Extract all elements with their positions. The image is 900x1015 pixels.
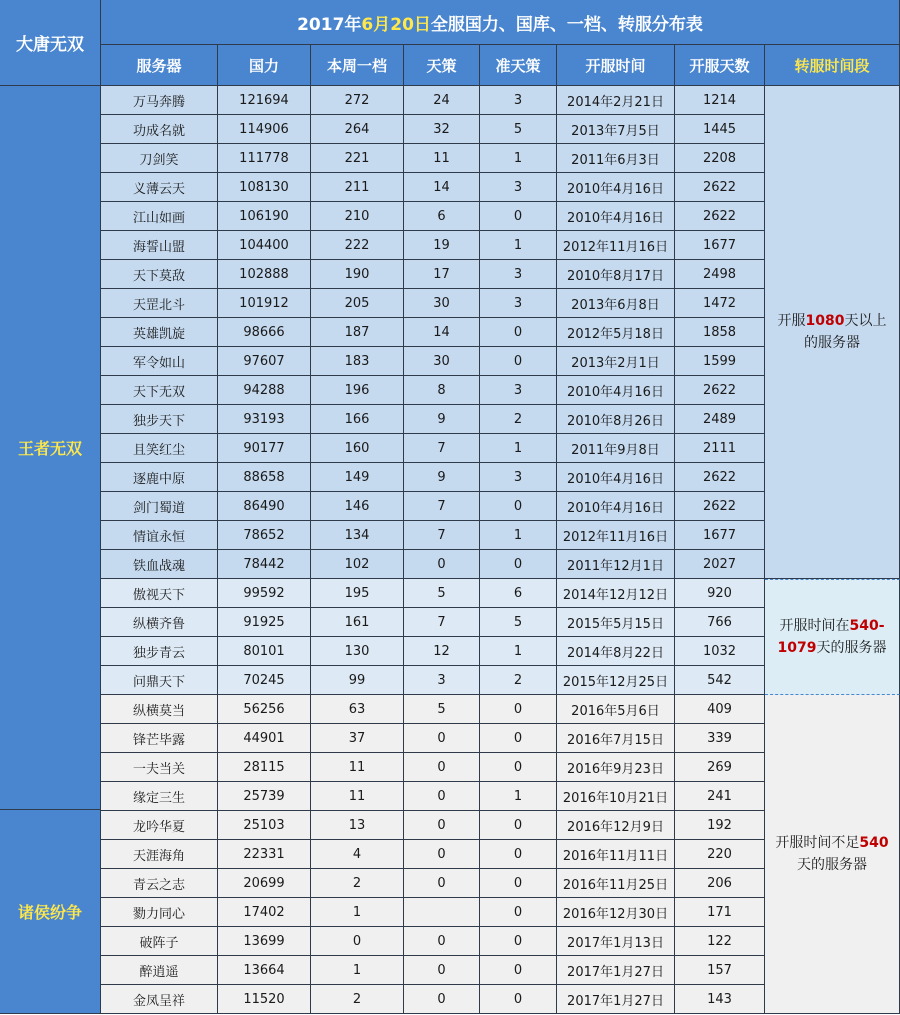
cell-quasi-tiance: 1 [480,521,557,550]
cell-power: 28115 [218,753,311,782]
cell-tiance: 8 [404,376,480,405]
cell-open-days: 2027 [675,550,765,579]
table-title [101,0,900,45]
cell-weekly-first: 11 [311,753,404,782]
cell-open-days: 1472 [675,289,765,318]
cell-server: 醉逍遥 [101,956,218,985]
cell-open-days: 2622 [675,202,765,231]
cell-quasi-tiance: 1 [480,782,557,811]
cell-open-date: 2010年4月16日 [557,492,675,521]
cell-quasi-tiance: 3 [480,289,557,318]
cell-power: 25739 [218,782,311,811]
cell-open-days: 192 [675,811,765,840]
note-text: 开服时间在 [779,618,850,634]
cell-server: 锋芒毕露 [101,724,218,753]
cell-quasi-tiance: 0 [480,985,557,1014]
cell-open-days: 2622 [675,492,765,521]
transfer-note-text [771,310,893,354]
cell-server: 独步天下 [101,405,218,434]
cell-tiance: 5 [404,695,480,724]
title-prefix: 2017年 [297,14,362,35]
cell-weekly-first: 190 [311,260,404,289]
cell-weekly-first: 205 [311,289,404,318]
cell-open-date: 2011年6月3日 [557,144,675,173]
cell-open-days: 2208 [675,144,765,173]
note-text: 天的服务器 [816,640,887,656]
cell-open-days: 542 [675,666,765,695]
cell-server: 海誓山盟 [101,231,218,260]
cell-server: 天下无双 [101,376,218,405]
cell-tiance: 30 [404,289,480,318]
cell-weekly-first: 130 [311,637,404,666]
cell-open-days: 1032 [675,637,765,666]
note-highlight: 540 [859,835,889,851]
cell-open-days: 2498 [675,260,765,289]
cell-power: 108130 [218,173,311,202]
cell-open-days: 1858 [675,318,765,347]
cell-weekly-first: 264 [311,115,404,144]
transfer-note [765,695,900,1014]
cell-quasi-tiance: 5 [480,115,557,144]
cell-server: 天涯海角 [101,840,218,869]
cell-open-days: 269 [675,753,765,782]
cell-open-days: 2489 [675,405,765,434]
cell-weekly-first: 1 [311,898,404,927]
cell-server: 勠力同心 [101,898,218,927]
corner-label: 大唐无双 [0,0,101,86]
cell-quasi-tiance: 0 [480,492,557,521]
cell-open-date: 2012年11月16日 [557,521,675,550]
cell-server: 军令如山 [101,347,218,376]
cell-open-days: 766 [675,608,765,637]
cell-quasi-tiance: 0 [480,753,557,782]
cell-weekly-first: 11 [311,782,404,811]
note-text: 开服 [777,313,806,329]
cell-open-date: 2013年2月1日 [557,347,675,376]
cell-power: 11520 [218,985,311,1014]
cell-power: 97607 [218,347,311,376]
cell-quasi-tiance: 3 [480,173,557,202]
cell-server: 义薄云天 [101,173,218,202]
group-label-king: 王者无双 [0,86,101,810]
cell-power: 121694 [218,86,311,115]
cell-tiance: 14 [404,173,480,202]
cell-open-date: 2013年7月5日 [557,115,675,144]
cell-server: 一夫当关 [101,753,218,782]
cell-power: 98666 [218,318,311,347]
cell-server: 问鼎天下 [101,666,218,695]
cell-open-days: 122 [675,927,765,956]
cell-tiance: 0 [404,840,480,869]
cell-open-days: 220 [675,840,765,869]
cell-server: 天罡北斗 [101,289,218,318]
cell-weekly-first: 63 [311,695,404,724]
cell-tiance: 0 [404,811,480,840]
column-header: 国力 [218,45,311,86]
cell-tiance: 0 [404,753,480,782]
cell-quasi-tiance: 0 [480,927,557,956]
cell-open-days: 1677 [675,231,765,260]
cell-weekly-first: 210 [311,202,404,231]
cell-weekly-first: 0 [311,927,404,956]
cell-weekly-first: 166 [311,405,404,434]
cell-power: 102888 [218,260,311,289]
cell-tiance: 9 [404,463,480,492]
cell-open-date: 2015年5月15日 [557,608,675,637]
cell-quasi-tiance: 0 [480,724,557,753]
cell-quasi-tiance: 5 [480,608,557,637]
cell-weekly-first: 149 [311,463,404,492]
cell-tiance: 0 [404,550,480,579]
cell-quasi-tiance: 2 [480,666,557,695]
cell-quasi-tiance: 1 [480,434,557,463]
cell-open-date: 2010年8月17日 [557,260,675,289]
cell-quasi-tiance: 1 [480,231,557,260]
column-header: 开服时间 [557,45,675,86]
cell-open-date: 2010年4月16日 [557,376,675,405]
cell-power: 70245 [218,666,311,695]
cell-open-date: 2014年12月12日 [557,579,675,608]
cell-weekly-first: 134 [311,521,404,550]
cell-open-days: 143 [675,985,765,1014]
cell-quasi-tiance: 0 [480,318,557,347]
cell-power: 56256 [218,695,311,724]
cell-power: 90177 [218,434,311,463]
cell-server: 万马奔腾 [101,86,218,115]
cell-open-date: 2017年1月13日 [557,927,675,956]
cell-tiance: 7 [404,434,480,463]
transfer-note-text [771,615,893,659]
cell-power: 91925 [218,608,311,637]
cell-tiance: 0 [404,782,480,811]
cell-power: 88658 [218,463,311,492]
transfer-note-text [771,832,893,876]
cell-server: 纵横莫当 [101,695,218,724]
cell-open-date: 2014年8月22日 [557,637,675,666]
cell-open-date: 2012年5月18日 [557,318,675,347]
cell-tiance: 32 [404,115,480,144]
cell-weekly-first: 221 [311,144,404,173]
cell-tiance: 12 [404,637,480,666]
title-suffix: 全服国力、国库、一档、转服分布表 [430,14,703,35]
cell-tiance [404,898,480,927]
cell-open-days: 1445 [675,115,765,144]
cell-server: 缘定三生 [101,782,218,811]
cell-server: 青云之志 [101,869,218,898]
column-header: 本周一档 [311,45,404,86]
cell-open-date: 2010年4月16日 [557,173,675,202]
cell-power: 17402 [218,898,311,927]
cell-open-days: 409 [675,695,765,724]
cell-tiance: 11 [404,144,480,173]
cell-power: 25103 [218,811,311,840]
cell-tiance: 7 [404,521,480,550]
cell-quasi-tiance: 0 [480,869,557,898]
cell-quasi-tiance: 6 [480,579,557,608]
cell-tiance: 19 [404,231,480,260]
cell-weekly-first: 146 [311,492,404,521]
cell-tiance: 0 [404,927,480,956]
cell-server: 英雄凯旋 [101,318,218,347]
cell-power: 86490 [218,492,311,521]
column-header: 天策 [404,45,480,86]
cell-tiance: 5 [404,579,480,608]
cell-server: 情谊永恒 [101,521,218,550]
cell-server: 傲视天下 [101,579,218,608]
cell-tiance: 7 [404,492,480,521]
cell-quasi-tiance: 0 [480,840,557,869]
column-header: 服务器 [101,45,218,86]
note-text: 开服时间不足 [775,835,860,851]
cell-open-days: 171 [675,898,765,927]
cell-open-date: 2016年12月9日 [557,811,675,840]
cell-weekly-first: 2 [311,869,404,898]
cell-tiance: 0 [404,956,480,985]
cell-weekly-first: 195 [311,579,404,608]
cell-weekly-first: 102 [311,550,404,579]
cell-open-days: 1599 [675,347,765,376]
group-label-lords: 诸侯纷争 [0,810,101,1014]
cell-quasi-tiance: 0 [480,898,557,927]
cell-weekly-first: 183 [311,347,404,376]
note-text: 天的服务器 [797,857,867,873]
cell-power: 94288 [218,376,311,405]
cell-open-days: 2622 [675,376,765,405]
cell-power: 104400 [218,231,311,260]
cell-open-date: 2016年9月23日 [557,753,675,782]
cell-weekly-first: 196 [311,376,404,405]
cell-tiance: 17 [404,260,480,289]
cell-open-days: 1677 [675,521,765,550]
cell-tiance: 0 [404,724,480,753]
cell-open-date: 2010年4月16日 [557,202,675,231]
cell-power: 114906 [218,115,311,144]
cell-quasi-tiance: 3 [480,86,557,115]
cell-weekly-first: 161 [311,608,404,637]
cell-quasi-tiance: 3 [480,463,557,492]
cell-open-date: 2016年12月30日 [557,898,675,927]
transfer-note [765,579,900,695]
cell-tiance: 0 [404,985,480,1014]
cell-open-date: 2011年12月1日 [557,550,675,579]
cell-open-days: 2622 [675,463,765,492]
cell-open-date: 2011年9月8日 [557,434,675,463]
cell-server: 且笑红尘 [101,434,218,463]
cell-open-days: 157 [675,956,765,985]
title-date: 6月20日 [361,14,431,35]
cell-open-date: 2013年6月8日 [557,289,675,318]
cell-server: 金凤呈祥 [101,985,218,1014]
cell-weekly-first: 99 [311,666,404,695]
note-highlight: 1080 [805,313,845,329]
cell-tiance: 30 [404,347,480,376]
cell-weekly-first: 187 [311,318,404,347]
cell-quasi-tiance: 0 [480,695,557,724]
cell-power: 13664 [218,956,311,985]
column-header: 准天策 [480,45,557,86]
cell-weekly-first: 211 [311,173,404,202]
cell-power: 78652 [218,521,311,550]
cell-quasi-tiance: 0 [480,811,557,840]
cell-open-date: 2017年1月27日 [557,985,675,1014]
cell-quasi-tiance: 3 [480,260,557,289]
cell-power: 13699 [218,927,311,956]
cell-open-days: 1214 [675,86,765,115]
cell-weekly-first: 160 [311,434,404,463]
cell-weekly-first: 13 [311,811,404,840]
cell-weekly-first: 222 [311,231,404,260]
cell-quasi-tiance: 1 [480,637,557,666]
cell-tiance: 14 [404,318,480,347]
column-header: 开服天数 [675,45,765,86]
cell-power: 44901 [218,724,311,753]
cell-tiance: 6 [404,202,480,231]
cell-open-date: 2010年8月26日 [557,405,675,434]
cell-open-date: 2015年12月25日 [557,666,675,695]
cell-open-date: 2016年11月11日 [557,840,675,869]
cell-tiance: 3 [404,666,480,695]
cell-weekly-first: 37 [311,724,404,753]
cell-open-days: 206 [675,869,765,898]
cell-server: 江山如画 [101,202,218,231]
cell-tiance: 9 [404,405,480,434]
cell-server: 逐鹿中原 [101,463,218,492]
cell-server: 天下莫敌 [101,260,218,289]
cell-open-date: 2012年11月16日 [557,231,675,260]
cell-open-days: 2111 [675,434,765,463]
cell-weekly-first: 4 [311,840,404,869]
cell-open-date: 2016年7月15日 [557,724,675,753]
cell-power: 99592 [218,579,311,608]
cell-power: 20699 [218,869,311,898]
cell-open-date: 2010年4月16日 [557,463,675,492]
cell-open-days: 920 [675,579,765,608]
cell-quasi-tiance: 1 [480,144,557,173]
cell-tiance: 0 [404,869,480,898]
cell-open-days: 241 [675,782,765,811]
cell-quasi-tiance: 0 [480,347,557,376]
note-text: 天以上的服务器 [804,313,887,351]
cell-open-date: 2016年11月25日 [557,869,675,898]
cell-power: 78442 [218,550,311,579]
note-highlight: 540-1079 [777,618,885,656]
cell-power: 111778 [218,144,311,173]
cell-tiance: 24 [404,86,480,115]
cell-quasi-tiance: 2 [480,405,557,434]
cell-power: 106190 [218,202,311,231]
cell-open-date: 2016年5月6日 [557,695,675,724]
cell-open-days: 339 [675,724,765,753]
cell-server: 刀剑笑 [101,144,218,173]
cell-quasi-tiance: 3 [480,376,557,405]
cell-server: 剑门蜀道 [101,492,218,521]
cell-quasi-tiance: 0 [480,956,557,985]
cell-quasi-tiance: 0 [480,550,557,579]
cell-server: 独步青云 [101,637,218,666]
cell-power: 22331 [218,840,311,869]
cell-quasi-tiance: 0 [480,202,557,231]
cell-weekly-first: 2 [311,985,404,1014]
cell-server: 功成名就 [101,115,218,144]
cell-tiance: 7 [404,608,480,637]
cell-open-days: 2622 [675,173,765,202]
cell-power: 80101 [218,637,311,666]
transfer-note [765,86,900,579]
cell-weekly-first: 1 [311,956,404,985]
cell-power: 93193 [218,405,311,434]
cell-server: 龙吟华夏 [101,811,218,840]
cell-open-date: 2017年1月27日 [557,956,675,985]
cell-server: 纵横齐鲁 [101,608,218,637]
column-header: 转服时间段 [765,45,900,86]
cell-open-date: 2014年2月21日 [557,86,675,115]
cell-server: 铁血战魂 [101,550,218,579]
cell-power: 101912 [218,289,311,318]
cell-server: 破阵子 [101,927,218,956]
cell-weekly-first: 272 [311,86,404,115]
cell-open-date: 2016年10月21日 [557,782,675,811]
